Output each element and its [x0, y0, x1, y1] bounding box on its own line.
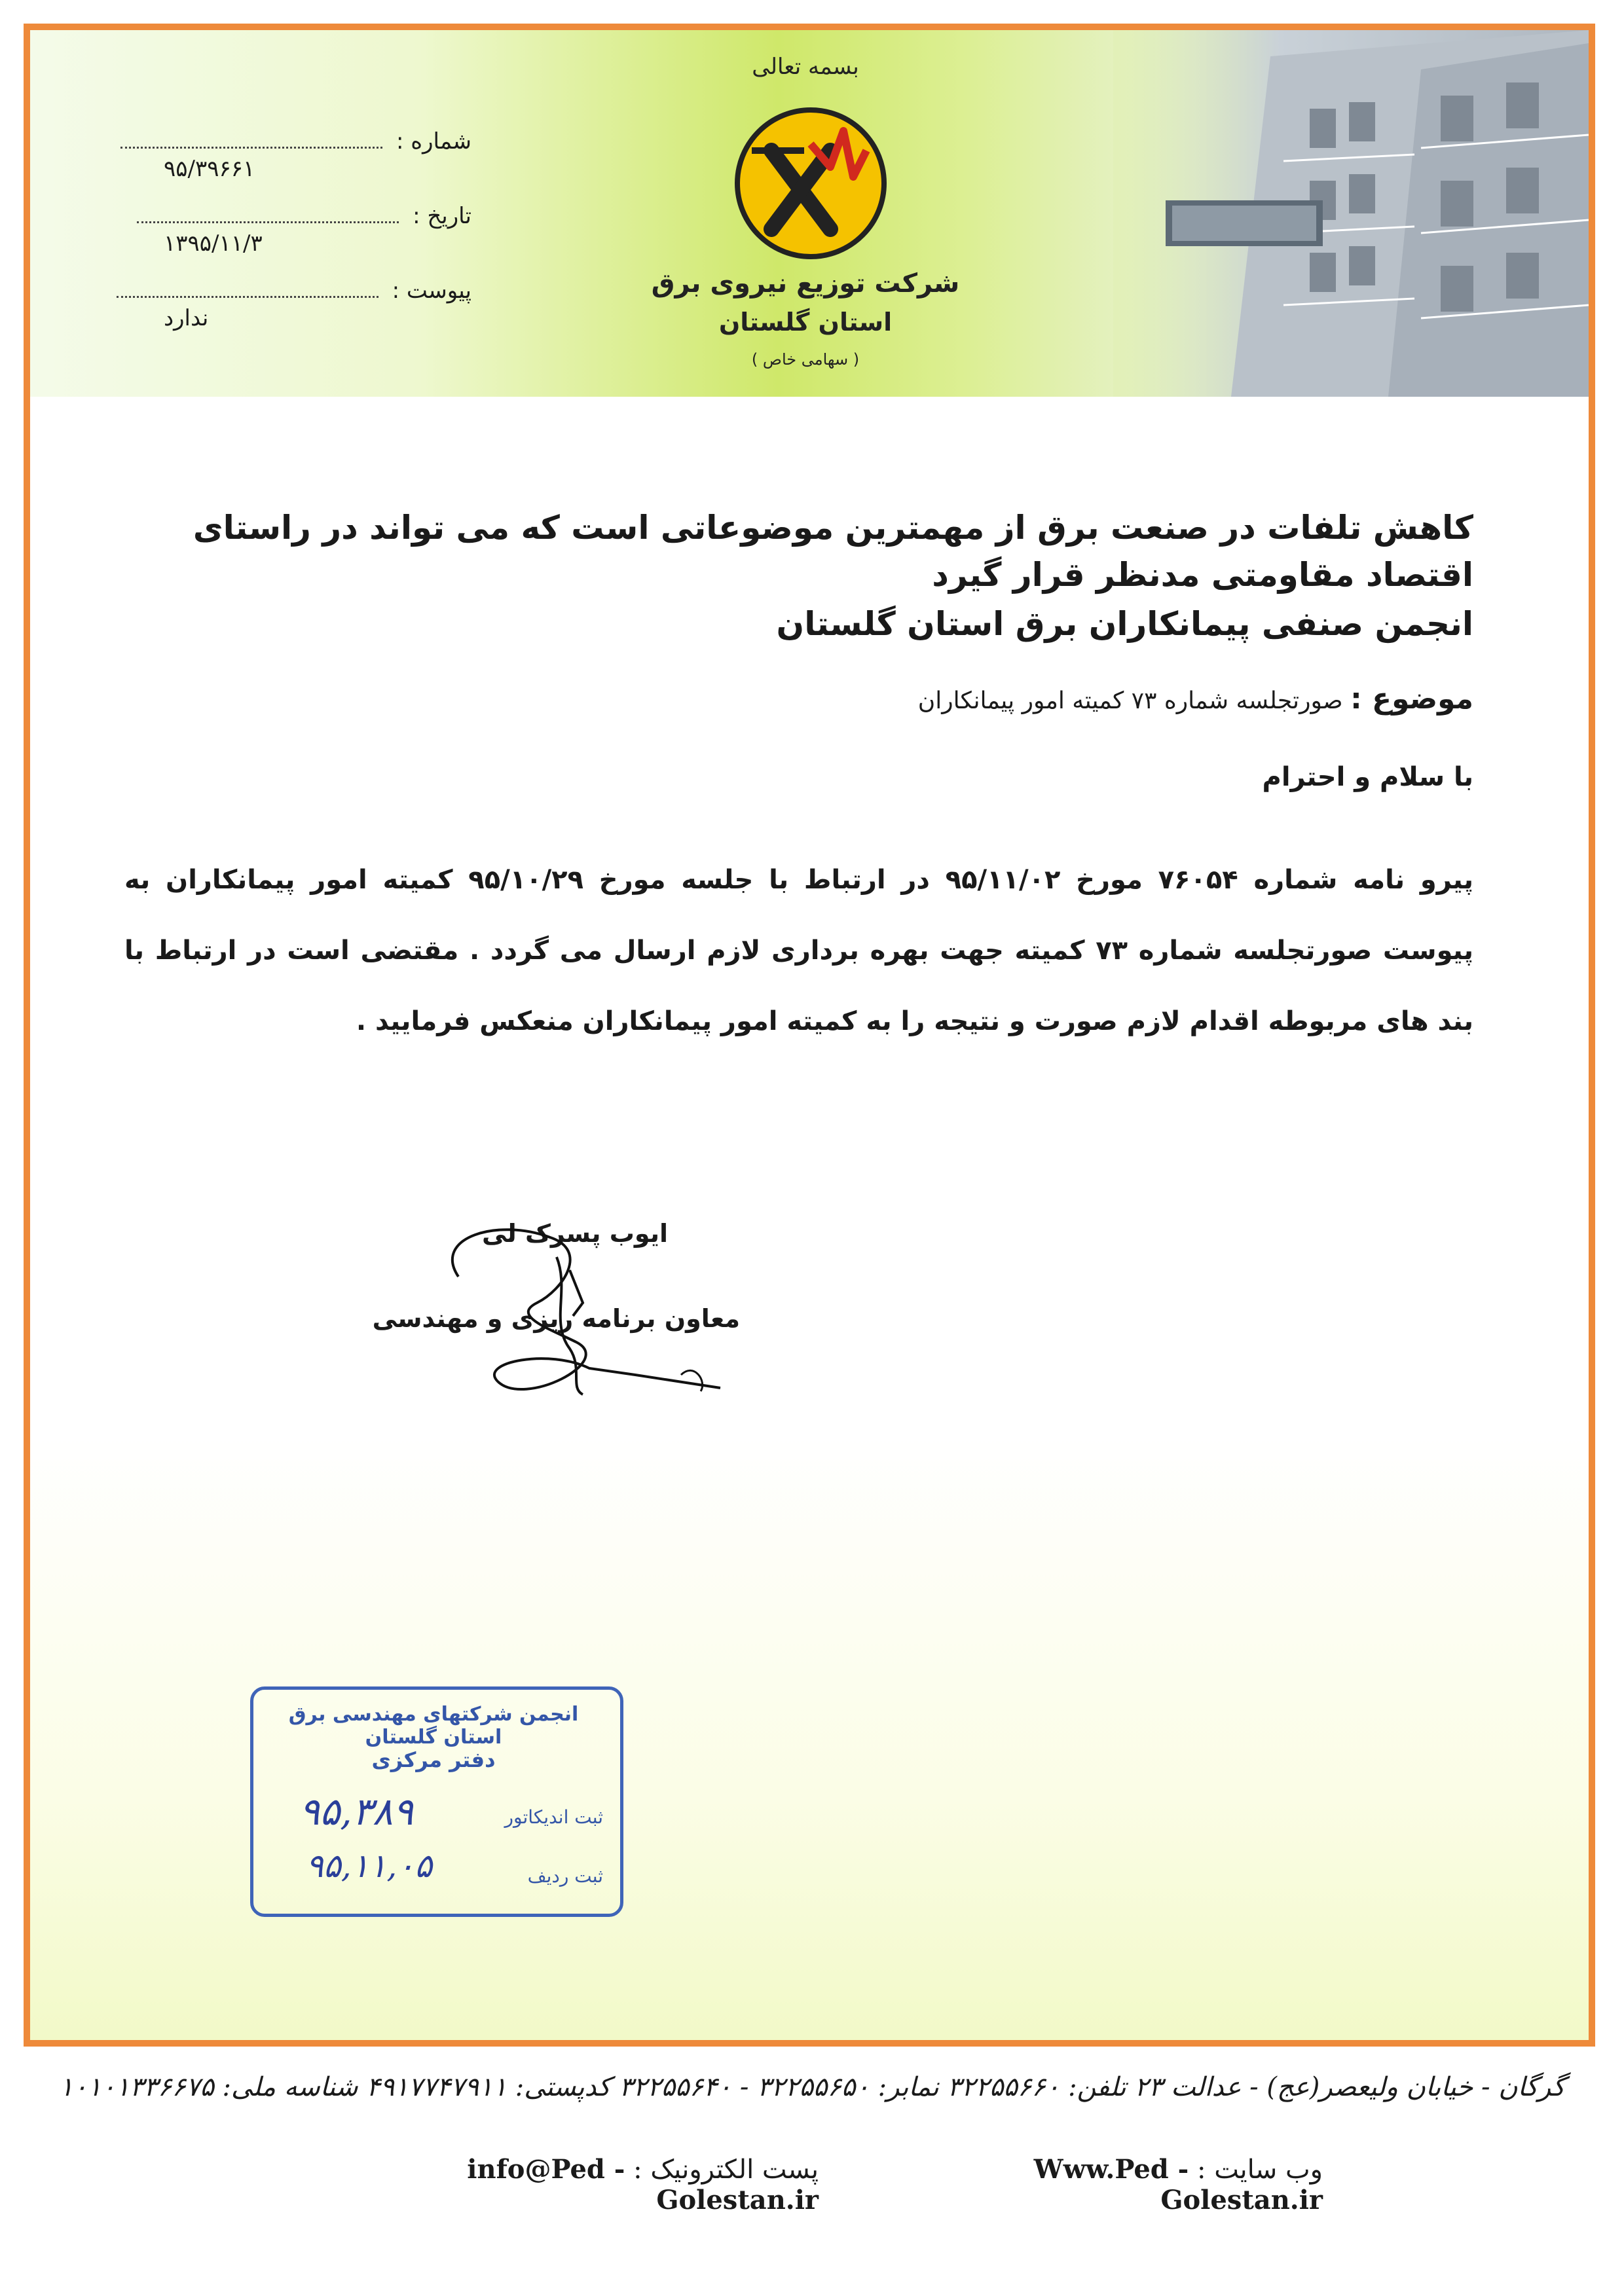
number-label: شماره :: [396, 128, 471, 155]
stamp-row-value: ۹۵,۱۱,۰۵: [306, 1847, 432, 1885]
email-label: پست الکترونیک :: [633, 2155, 819, 2185]
stamp-indicator-value: ۹۵,۳۸۹: [299, 1789, 414, 1834]
date-label: تاریخ :: [413, 203, 471, 229]
stamp-organization: انجمن شرکتهای مهندسی برق استان گلستان: [288, 1703, 579, 1749]
letter-body: پیرو نامه شماره ۷۶۰۵۴ مورخ ۹۵/۱۱/۰۲ در ارتباط با جلسه مورخ ۹۵/۱۰/۲۹ کمیته امور پیمانکاران به پیوست صورتجلسه شماره ۷۳ کمیته جهت بهره برداری لازم ارسال می گردد . مقتضی است در ارتباط با بند های مربوطه اقدام لازم صورت و نتیجه را به کمیته امور پیمانکاران منعکس فرمایید .: [124, 865, 1473, 1036]
date-dotted-line: [137, 221, 399, 223]
building-photo: [1113, 30, 1589, 397]
stamp-office: دفتر مرکزی: [371, 1747, 496, 1772]
company-logo: [732, 105, 889, 262]
number-value: ۹۵/۳۹۶۶۱: [164, 156, 255, 182]
attachment-value: ندارد: [164, 305, 209, 331]
number-dotted-line: [120, 147, 382, 149]
company-region: استان گلستان: [718, 308, 893, 337]
registration-stamp: [250, 1686, 623, 1917]
signatory-name: ایوب پسرک لی: [482, 1219, 668, 1248]
letter-subject: [295, 682, 1473, 716]
bismillah-text: بسمه تعالی: [752, 54, 859, 80]
stamp-indicator-label: ثبت اندیکاتور: [504, 1806, 603, 1828]
attachment-row: [105, 278, 471, 304]
number-row: [105, 128, 471, 155]
footer-website-row: [917, 2154, 1323, 2215]
letter-headline: کاهش تلفات در صنعت برق از مهمترین موضوعاتی است که می تواند در راستای اقتصاد مقاومتی مدنظر قرار گیرد: [193, 509, 1473, 594]
website-label: وب سایت :: [1197, 2155, 1323, 2185]
footer-email-row: [321, 2154, 819, 2215]
letter-greeting: با سلام و احترام: [1262, 762, 1473, 792]
stamp-row-label: ثبت ردیف: [527, 1865, 603, 1887]
date-value: ۱۳۹۵/۱۱/۳: [164, 230, 263, 257]
handwritten-signature: [419, 1198, 760, 1414]
website-link[interactable]: Www.Ped - Golestan.ir: [1033, 2154, 1323, 2215]
signatory-title: معاون برنامه ریزی و مهندسی: [372, 1304, 740, 1333]
attachment-dotted-line: [117, 296, 378, 298]
footer-address: گرگان - خیابان ولیعصر(عج) - عدالت ۲۳ تلفن: ۳۲۲۵۵۶۶۰ نمابر: ۳۲۲۵۵۶۵۰ - ۳۲۲۵۵۶۴۰ کدپستی: ۴۹۱۷۷۴۷۹۱۱ شناسه ملی: ۱۰۱۰۱۳۳۶۶۷۵: [59, 2072, 1565, 2102]
email-link[interactable]: info@Ped - Golestan.ir: [467, 2154, 819, 2215]
company-name: شرکت توزیع نیروی برق: [651, 268, 960, 299]
date-row: [105, 203, 471, 229]
subject-text: صورتجلسه شماره ۷۳ کمیته امور پیمانکاران: [917, 687, 1343, 714]
letter-recipient: انجمن صنفی پیمانکاران برق استان گلستان: [776, 605, 1473, 643]
subject-label: موضوع :: [1350, 682, 1473, 716]
company-type: ( سهامی خاص ): [751, 350, 860, 369]
attachment-label: پیوست :: [392, 278, 471, 304]
